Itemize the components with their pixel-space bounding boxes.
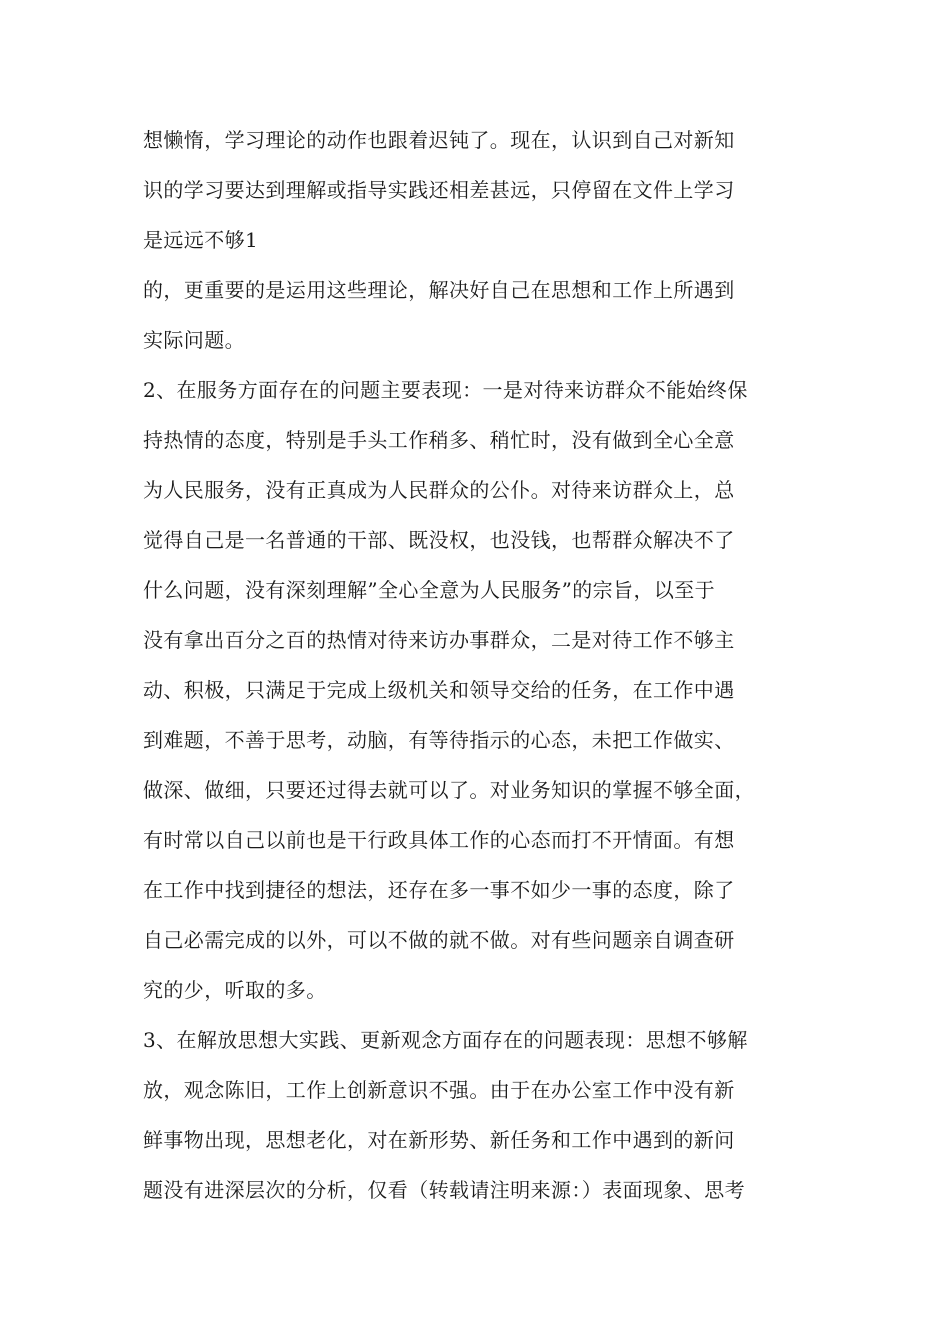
text-line: 到难题，不善于思考，动脑，有等待指示的心态，未把工作做实、: [143, 728, 735, 752]
text-line: 为人民服务，没有正真成为人民群众的公仆。对待来访群众上，总: [143, 478, 735, 502]
text-line: 的，更重要的是运用这些理论，解决好自己在思想和工作上所遇到: [143, 278, 735, 302]
text-line: 是远远不够1: [143, 228, 259, 252]
text-line: 有时常以自己以前也是干行政具体工作的心态而打不开情面。有想: [143, 828, 735, 852]
text-line: 实际问题。: [143, 328, 245, 352]
text-line: 持热情的态度，特别是手头工作稍多、稍忙时，没有做到全心全意: [143, 428, 735, 452]
text-line: 3、在解放思想大实践、更新观念方面存在的问题表现：思想不够解: [143, 1028, 748, 1052]
text-line: 题没有进深层次的分析，仅看（转载请注明来源：）表面现象、思考: [143, 1178, 745, 1202]
text-line: 在工作中找到捷径的想法，还存在多一事不如少一事的态度，除了: [143, 878, 735, 902]
text-line: 动、积极，只满足于完成上级机关和领导交给的任务，在工作中遇: [143, 678, 735, 702]
text-line: 没有拿出百分之百的热情对待来访办事群众，二是对待工作不够主: [143, 628, 735, 652]
text-line: 究的少，听取的多。: [143, 978, 327, 1002]
text-line: 自己必需完成的以外，可以不做的就不做。对有些问题亲自调查研: [143, 928, 735, 952]
text-line: 放，观念陈旧，工作上创新意识不强。由于在办公室工作中没有新: [143, 1078, 735, 1102]
text-line: 什么问题，没有深刻理解”全心全意为人民服务”的宗旨，以至于: [143, 578, 716, 602]
text-line: 想懒惰，学习理论的动作也跟着迟钝了。现在，认识到自己对新知: [143, 128, 735, 152]
text-line: 2、在服务方面存在的问题主要表现：一是对待来访群众不能始终保: [143, 378, 748, 402]
text-line: 做深、做细，只要还过得去就可以了。对业务知识的掌握不够全面，: [143, 778, 755, 802]
text-line: 觉得自己是一名普通的干部、既没权，也没钱，也帮群众解决不了: [143, 528, 735, 552]
text-line: 鲜事物出现，思想老化，对在新形势、新任务和工作中遇到的新问: [143, 1128, 735, 1152]
text-line: 识的学习要达到理解或指导实践还相差甚远，只停留在文件上学习: [143, 178, 735, 202]
